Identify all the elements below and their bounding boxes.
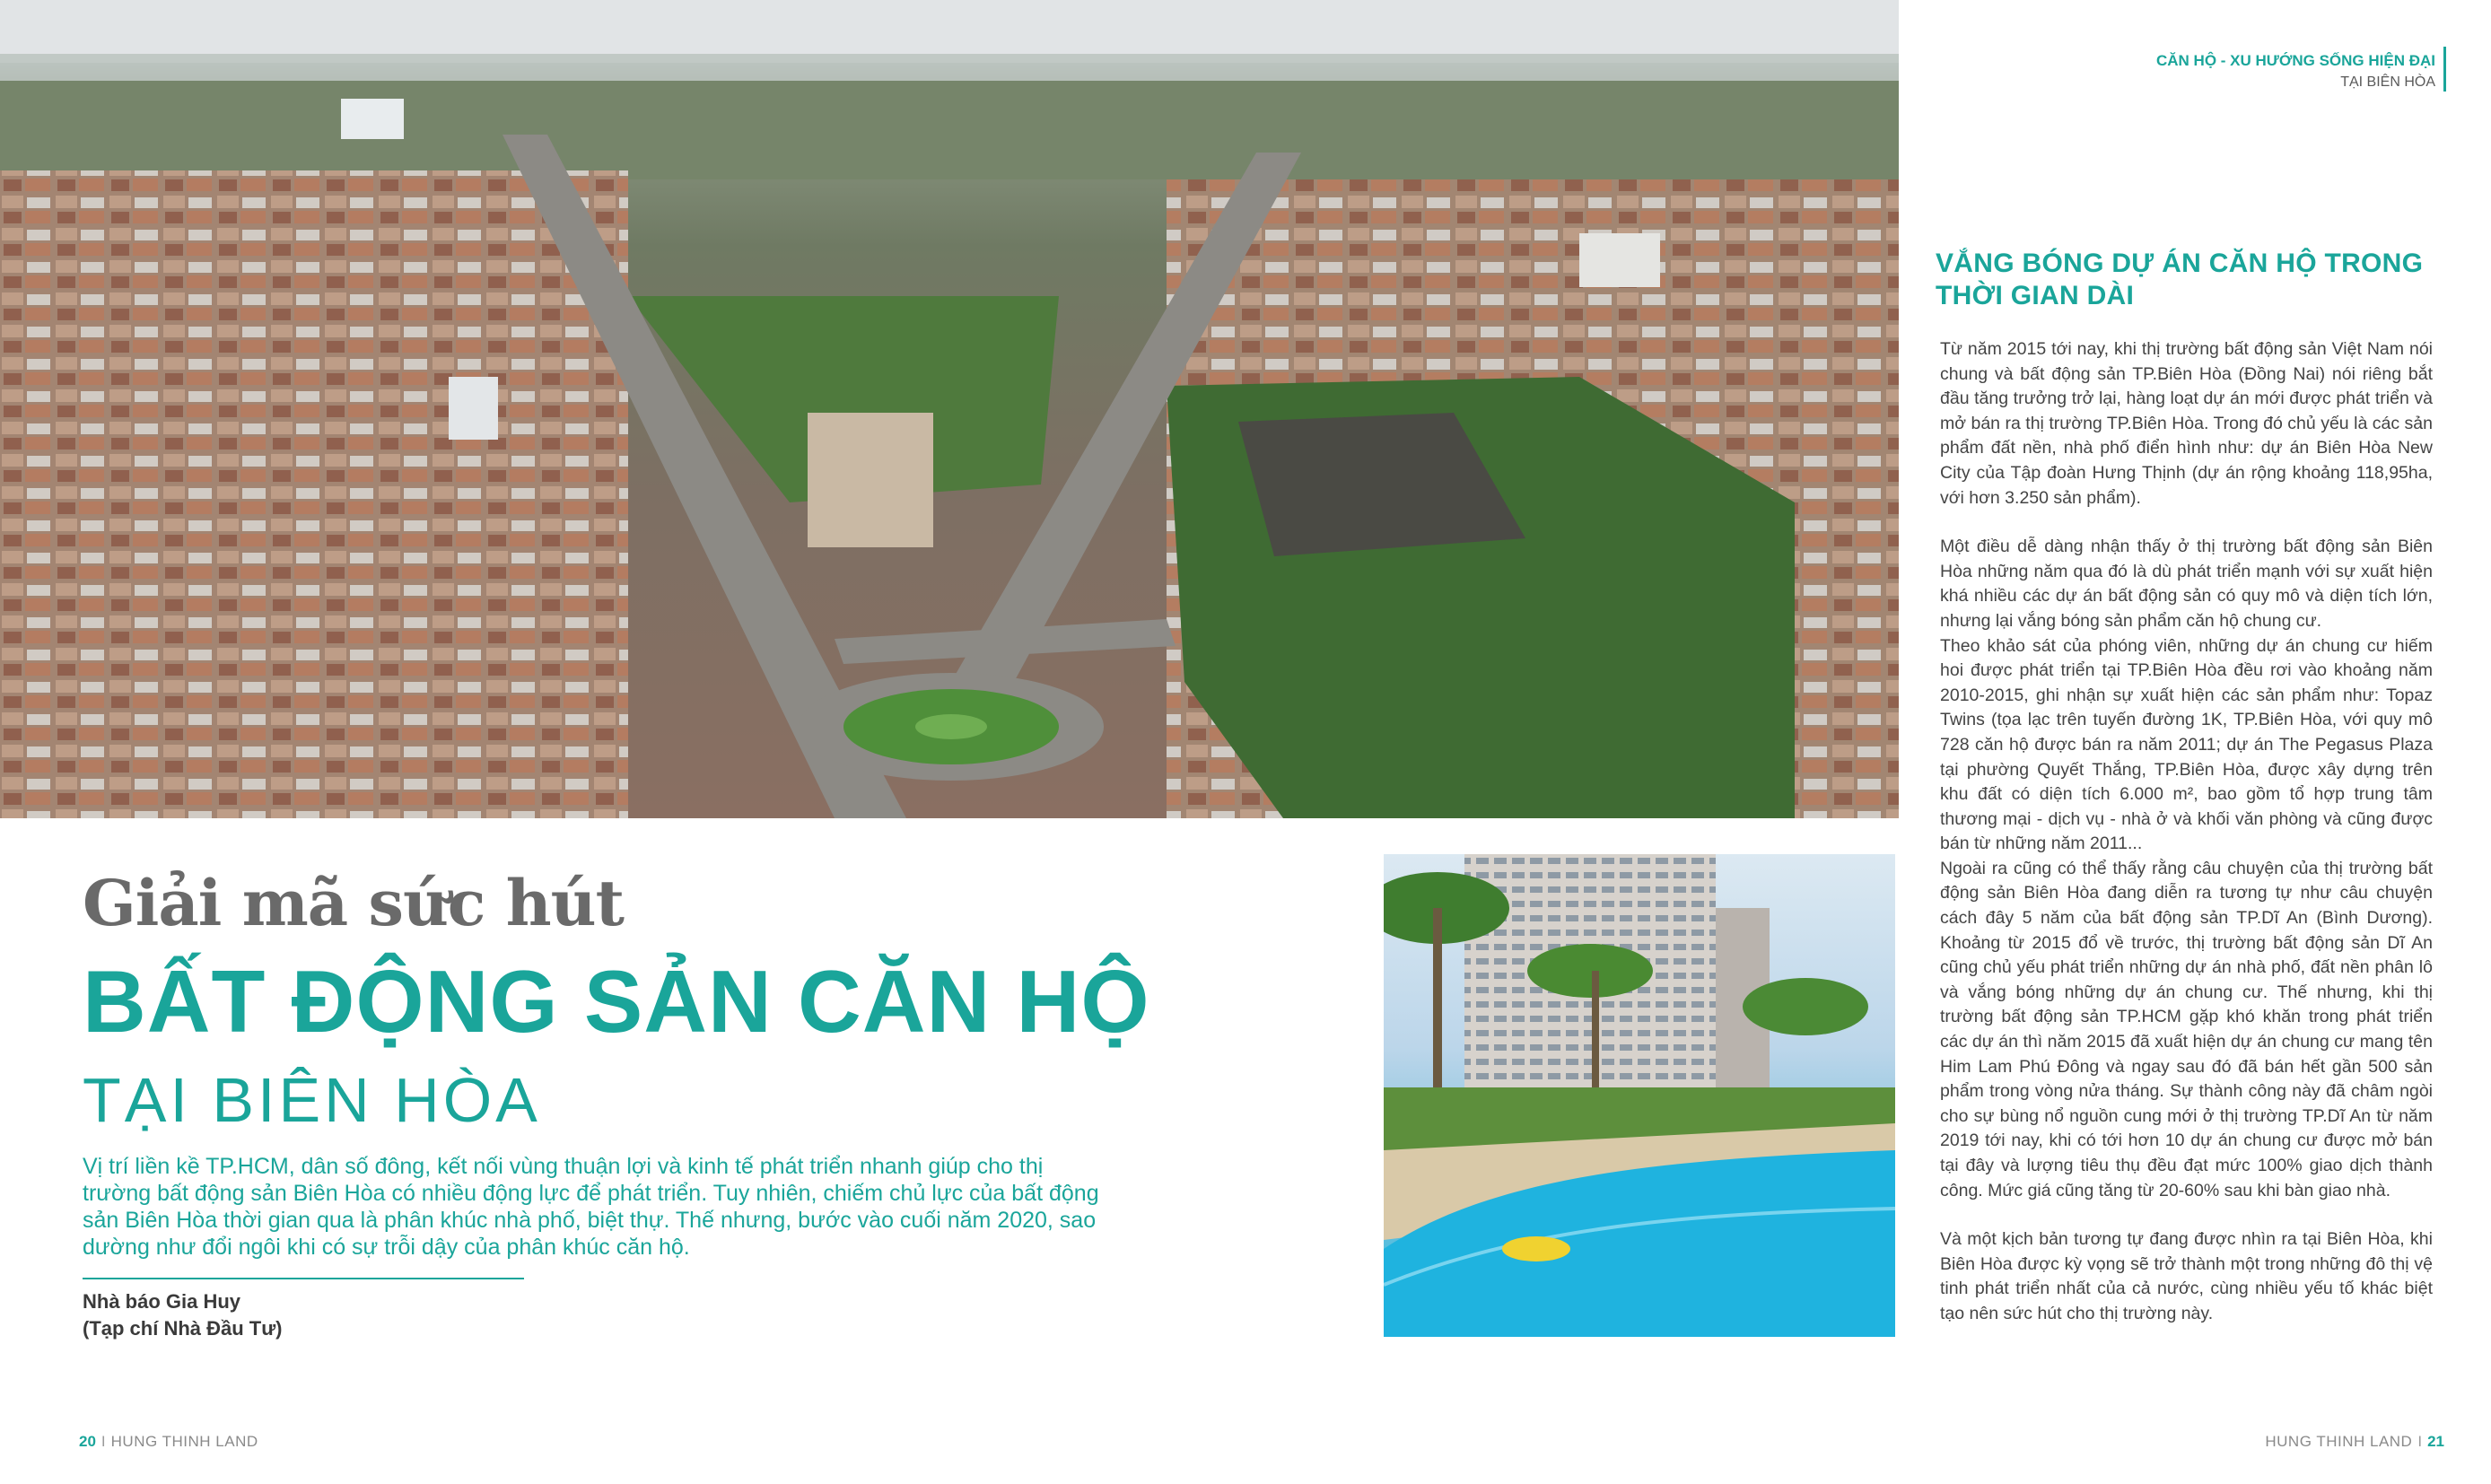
article-paragraph: Ngoài ra cũng có thể thấy rằng câu chuyện của thị trường bất động sản Biên Hòa đang diễn ra tương tự như câu chuyện cách đây 5 năm của bất động sản TP.Dĩ An (Bình Dương). Khoảng từ 2015 đổ về trước, thị trường bất động sản Dĩ An cũng chủ yếu phát triển những dự án nhà phố, đất nền phân lô và vắng bóng những dự án chung cư. Thế nhưng, khi thị trường bất động sản TP.HCM gặp khó khăn trong phát triển các dự án thì năm 2015 đã xuất hiện dự án chung cư mang tên Him Lam Phú Đông và ngay sau đó đã bán hết gần 500 sản phẩm trong vòng nửa tháng. Sự thành công này đã châm ngòi cho sự bùng nổ nguồn cung mới ở thị trường TP.Dĩ An từ năm 2019 tới nay, khi có tới hơn 10 dự án chung cư được mở bán tại đây và lượng tiêu thụ đều đạt mức 100% giao dịch thành công. Mức giá cũng tăng từ 20-60% sau khi bàn giao nhà.: [1940, 858, 2433, 1200]
folio-separator: I: [2417, 1433, 2423, 1450]
section-tag-subtitle: TẠI BIÊN HÒA: [2340, 74, 2435, 90]
folio-brand: HUNG THINH LAND: [110, 1433, 258, 1450]
folio-separator: I: [101, 1433, 106, 1450]
byline-outlet: (Tạp chí Nhà Đầu Tư): [83, 1317, 283, 1340]
headline-line-3: TẠI BIÊN HÒA: [83, 1065, 541, 1135]
lead-paragraph: Vị trí liền kề TP.HCM, dân số đông, kết nối vùng thuận lợi và kinh tế phát triển nhanh giúp cho thị trường bất động sản Biên Hòa có nhiều động lực để phát triển. Tuy nhiên, chiếm chủ lực của bất động sản Biên Hòa thời gian qua là phân khúc nhà phố, biệt thự. Thế nhưng, bước vào cuối năm 2020, sao dường như đổi ngôi khi có sự trỗi dậy của phân khúc căn hộ.: [83, 1154, 1099, 1260]
section-tag: [2156, 52, 2435, 91]
page-number: 20: [79, 1433, 96, 1450]
page-number: 21: [2427, 1433, 2444, 1450]
page-number-left: [79, 1433, 258, 1451]
byline-divider: [83, 1278, 524, 1279]
pool-apartment-photo: [1384, 854, 1895, 1337]
byline-author: Nhà báo Gia Huy: [83, 1290, 241, 1313]
article-paragraph: Và một kịch bản tương tự đang được nhìn ra tại Biên Hòa, khi Biên Hòa được kỳ vọng sẽ trở thành một trong những đô thị vệ tinh phát triển nhất của cả nước, cùng nhiều yếu tố khác biệt tạo nên sức hút cho thị trường này.: [1940, 1229, 2433, 1323]
article-heading: VẮNG BÓNG DỰ ÁN CĂN HỘ TRONG THỜI GIAN DÀI: [1936, 249, 2424, 310]
article-paragraph: Theo khảo sát của phóng viên, những dự án chung cư hiếm hoi được phát triển tại TP.Biên Hòa đều rơi vào khoảng năm 2010-2015, ghi nhận sự xuất hiện các sản phẩm như: Topaz Twins (tọa lạc trên tuyến đường 1K, TP.Biên Hòa, với quy mô 728 căn hộ được bán ra năm 2011; dự án The Pegasus Plaza tại phường Quyết Thắng, TP.Biên Hòa, được xây dựng trên khu đất có diện tích 6.000 m², bao gồm tổ hợp trung tâm thương mại - dịch vụ - nhà ở và khối văn phòng và cũng được bán từ những năm 2011...: [1940, 635, 2433, 854]
section-tag-title: CĂN HỘ - XU HƯỚNG SỐNG HIỆN ĐẠI: [2155, 52, 2435, 69]
article-paragraph: Từ năm 2015 tới nay, khi thị trường bất động sản Việt Nam nói chung và bất động sản TP.Biên Hòa (Đồng Nai) nói riêng bắt đầu tăng trưởng trở lại, hàng loạt dự án mới được phát triển và mở bán ra thị trường TP.Biên Hòa. Trong đó chủ yếu là các sản phẩm đất nền, nhà phố điển hình như: dự án Biên Hòa New City của Tập đoàn Hưng Thịnh (dự án rộng khoảng 118,95ha, với hơn 3.250 sản phẩm).: [1940, 339, 2433, 508]
article-body: [1940, 337, 2433, 1327]
aerial-city-photo: [0, 0, 1899, 818]
article-paragraph: Một điều dễ dàng nhận thấy ở thị trường bất động sản Biên Hòa những năm qua đó là dù phát triển mạnh với sự xuất hiện khá nhiều các dự án bất động sản có quy mô và diện tích lớn, nhưng lại vắng bóng sản phẩm căn hộ chung cư.: [1940, 537, 2433, 631]
section-tag-bar: [2443, 47, 2446, 92]
folio-brand: HUNG THINH LAND: [2265, 1433, 2413, 1450]
page-number-right: [2265, 1433, 2444, 1451]
headline-line-2: BẤT ĐỘNG SẢN CĂN HỘ: [83, 952, 1150, 1051]
headline-line-1: Giải mã sức hút: [83, 866, 624, 940]
